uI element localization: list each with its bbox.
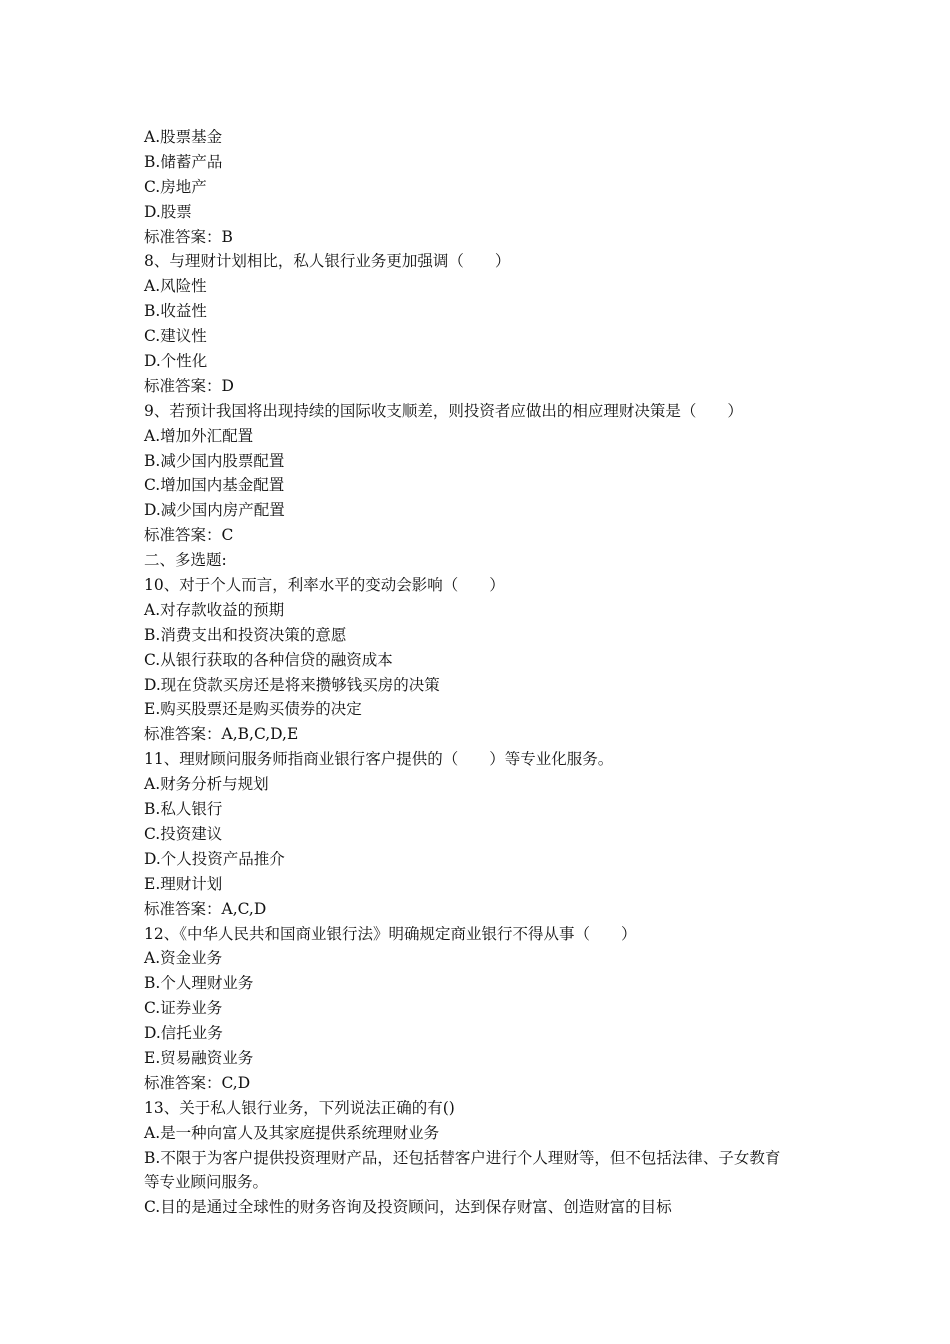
answer-line: 标准答案：D (144, 376, 234, 395)
option-line: D.信托业务 (144, 1024, 223, 1043)
option-line: D.现在贷款买房还是将来攒够钱买房的决策 (144, 675, 440, 694)
option-line: B.消费支出和投资决策的意愿 (144, 625, 347, 644)
option-line: C.投资建议 (144, 824, 223, 843)
option-line: B.不限于为客户提供投资理财产品，还包括替客户进行个人理财等，但不包括法律、子女教育 (144, 1148, 781, 1167)
option-line: C.从银行获取的各种信贷的融资成本 (144, 650, 393, 669)
option-line: D.股票 (144, 202, 192, 221)
option-line: D.个性化 (144, 352, 208, 371)
option-line: C.目的是通过全球性的财务咨询及投资顾问，达到保存财富、创造财富的目标 (144, 1198, 672, 1217)
option-line: B.个人理财业务 (144, 974, 254, 993)
option-line: E.理财计划 (144, 874, 223, 893)
question-11: 11、理财顾问服务师指商业银行客户提供的（ ）等专业化服务。 (144, 750, 614, 769)
option-line: E.贸易融资业务 (144, 1048, 254, 1067)
answer-line: 标准答案：C (144, 526, 234, 545)
option-line: B.储蓄产品 (144, 152, 223, 171)
option-line: A.股票基金 (144, 128, 223, 146)
option-line: C.房地产 (144, 177, 207, 196)
option-line: C.建议性 (144, 327, 207, 346)
option-line: A.增加外汇配置 (144, 426, 254, 445)
question-9: 9、若预计我国将出现持续的国际收支顺差，则投资者应做出的相应理财决策是（ ） (144, 401, 743, 420)
option-line: D.个人投资产品推介 (144, 849, 285, 868)
option-line-continued: 等专业顾问服务。 (144, 1173, 269, 1192)
document-body (144, 125, 844, 1220)
option-line: A.对存款收益的预期 (144, 600, 285, 619)
option-line: A.资金业务 (144, 949, 223, 968)
option-line: A.是一种向富人及其家庭提供系统理财业务 (144, 1123, 440, 1142)
question-10: 10、对于个人而言，利率水平的变动会影响（ ） (144, 576, 505, 595)
option-line: C.增加国内基金配置 (144, 476, 285, 495)
option-line: C.证券业务 (144, 999, 223, 1018)
answer-line: 标准答案：B (144, 227, 233, 246)
option-line: B.收益性 (144, 302, 207, 321)
question-13: 13、关于私人银行业务，下列说法正确的有() (144, 1098, 455, 1117)
option-line: B.私人银行 (144, 800, 223, 819)
option-line: D.减少国内房产配置 (144, 501, 285, 520)
question-8: 8、与理财计划相比，私人银行业务更加强调（ ） (144, 252, 511, 271)
option-line: A.财务分析与规划 (144, 775, 269, 794)
question-12: 12、《中华人民共和国商业银行法》明确规定商业银行不得从事（ ） (144, 924, 637, 943)
section-heading: 二、多选题: (144, 551, 227, 570)
option-line: B.减少国内股票配置 (144, 451, 285, 470)
answer-line: 标准答案：A,C,D (144, 899, 267, 918)
answer-line: 标准答案：C,D (144, 1073, 251, 1092)
option-line: E.购买股票还是购买债券的决定 (144, 700, 362, 719)
answer-line: 标准答案：A,B,C,D,E (144, 725, 299, 744)
option-line: A.风险性 (144, 277, 207, 296)
